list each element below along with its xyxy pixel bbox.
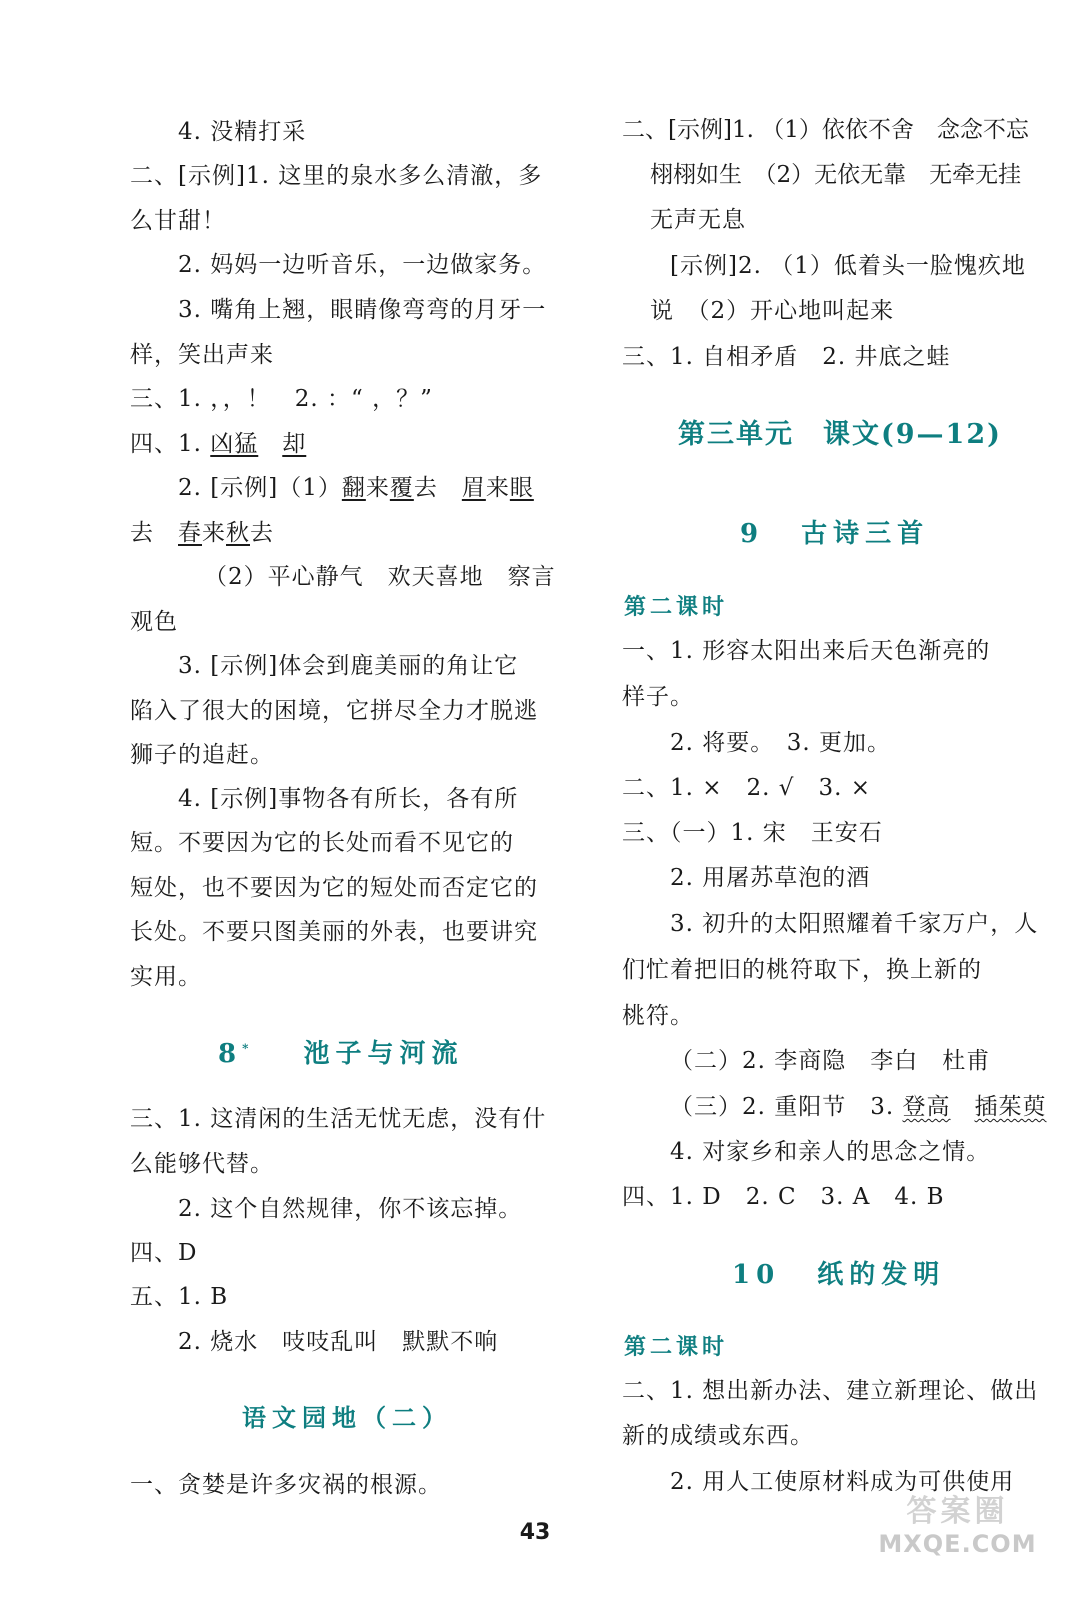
text-line: 二、[示例]1. 这里的泉水多么清澈，多 xyxy=(130,163,543,189)
text-line: 短。不要因为它的长处而看不见它的 xyxy=(130,830,514,856)
text-line: 二、1. × 2. √ 3. × xyxy=(622,775,871,801)
text-line: 四、D xyxy=(130,1240,198,1266)
underlined-char: 眼 xyxy=(509,475,534,501)
text-line: 新的成绩或东西。 xyxy=(622,1423,814,1449)
underlined-char: 眉 xyxy=(461,475,486,501)
page-number: 43 xyxy=(519,1520,551,1545)
text-line: 么能够代替。 xyxy=(130,1151,274,1177)
text-line: 一、1. 形容太阳出来后天色渐亮的 xyxy=(622,638,991,664)
text-line: 样子。 xyxy=(622,684,694,710)
text-line: 3. 初升的太阳照耀着千家万户，人 xyxy=(670,911,1039,937)
lesson-title: 古诗三首 xyxy=(801,519,930,549)
text-line: （2）平心静气 欢天喜地 察言 xyxy=(204,564,556,590)
section-heading: 语文园地（二） xyxy=(242,1403,452,1432)
lesson-heading xyxy=(740,513,929,550)
underlined-char: 翻 xyxy=(341,475,366,501)
wavy-underlined-word: 登高 xyxy=(902,1094,951,1120)
text-line: 2. 这个自然规律，你不该忘掉。 xyxy=(178,1196,523,1222)
lesson-number: 8 xyxy=(218,1039,243,1069)
lesson-period-label: 第二课时 xyxy=(624,1334,729,1360)
text-run: （三）2. 重阳节 3. xyxy=(670,1094,903,1120)
text-run: 来 xyxy=(202,520,226,546)
text-line: 无声无息 xyxy=(650,207,746,233)
text-line: （二）2. 李商隐 李白 杜甫 xyxy=(670,1048,991,1074)
watermark-logo-text: 答案圈 xyxy=(906,1494,1009,1529)
text-line: 一、贪婪是许多灾祸的根源。 xyxy=(130,1472,442,1498)
text-run: 去 xyxy=(130,520,178,546)
text-line xyxy=(670,1092,1047,1122)
text-line: 2. 用人工使原材料成为可供使用 xyxy=(670,1469,1015,1495)
text-line: 三、（一）1. 宋 王安石 xyxy=(622,820,883,846)
text-line: 2. 用屠苏草泡的酒 xyxy=(670,865,871,891)
text-line: 栩栩如生 （2）无依无靠 无牵无挂 xyxy=(650,162,1022,188)
text-run: 去 xyxy=(413,475,462,501)
unit-heading: 第三单元 课文(9—12) xyxy=(678,419,1002,450)
lesson-title: 池子与河流 xyxy=(303,1039,464,1069)
text-line: 样，笑出声来 xyxy=(130,342,274,368)
text-line: 2. 妈妈一边听音乐，一边做家务。 xyxy=(178,252,547,278)
underlined-word: 却 xyxy=(282,431,307,457)
spacer xyxy=(951,1094,975,1120)
text-line: 三、1. 这清闲的生活无忧无虑，没有什 xyxy=(130,1106,547,1132)
text-line: 短处，也不要因为它的短处而否定它的 xyxy=(130,875,538,901)
underlined-word: 凶猛 xyxy=(210,431,259,457)
text-line xyxy=(178,473,534,503)
text-line: 狮子的追赶。 xyxy=(130,742,274,768)
text-line: 实用。 xyxy=(130,964,202,990)
text-run: 来 xyxy=(365,475,390,501)
text-line xyxy=(130,429,306,459)
text-run: 来 xyxy=(485,475,510,501)
wavy-underlined-word: 插茱萸 xyxy=(974,1094,1047,1120)
text-run: 2. [示例]（1） xyxy=(178,475,342,501)
text-line: 三、1. ，，！ 2. ：“ ，？” xyxy=(130,386,433,412)
underlined-char: 春 xyxy=(178,520,202,546)
watermark-url: MXQE.COM xyxy=(878,1530,1037,1558)
underlined-char: 秋 xyxy=(226,520,250,546)
text-line: 4. 对家乡和亲人的思念之情。 xyxy=(670,1139,991,1165)
text-line: 陷入了很大的困境，它拼尽全力才脱逃 xyxy=(130,698,538,724)
text-line: 3. 嘴角上翘，眼睛像弯弯的月牙一 xyxy=(178,297,547,323)
lesson-period-label: 第二课时 xyxy=(624,594,729,620)
text-line: 4. 没精打采 xyxy=(178,119,307,145)
text-line: 五、1. B xyxy=(130,1284,229,1310)
underlined-char: 覆 xyxy=(389,475,414,501)
text-line: 长处。不要只图美丽的外表，也要讲究 xyxy=(130,919,538,945)
text-line: 3. [示例]体会到鹿美丽的角让它 xyxy=(178,653,519,679)
optional-marker: * xyxy=(242,1041,255,1056)
text-line: [示例]2. （1）低着头一脸愧疚地 xyxy=(670,253,1026,279)
text-line: 四、1. D 2. C 3. A 4. B xyxy=(622,1184,945,1210)
text-line: 观色 xyxy=(130,609,178,635)
text-line: 桃符。 xyxy=(622,1003,694,1029)
text-run: 四、1. xyxy=(130,431,211,457)
text-line: 们忙着把旧的桃符取下，换上新的 xyxy=(622,957,982,983)
lesson-number: 9 xyxy=(740,519,765,549)
watermark xyxy=(870,1480,1045,1580)
text-line: 三、1. 自相矛盾 2. 井底之蛙 xyxy=(622,344,951,370)
text-line: 2. 烧水 吱吱乱叫 默默不响 xyxy=(178,1329,499,1355)
text-line xyxy=(130,518,274,548)
text-line: 二、1. 想出新办法、建立新理论、做出 xyxy=(622,1378,1039,1404)
text-run: 去 xyxy=(250,520,274,546)
text-line: 2. 将要。 3. 更加。 xyxy=(670,730,892,756)
text-line: 4. [示例]事物各有所长，各有所 xyxy=(178,786,519,812)
lesson-heading xyxy=(732,1254,945,1291)
lesson-title: 纸的发明 xyxy=(817,1260,946,1290)
lesson-number: 10 xyxy=(732,1260,781,1290)
text-line: 么甘甜！ xyxy=(130,208,226,234)
lesson-heading xyxy=(218,1033,463,1070)
spacer xyxy=(258,431,282,457)
text-line: 二、[示例]1. （1）依依不舍 念念不忘 xyxy=(622,117,1029,143)
text-line: 说 （2）开心地叫起来 xyxy=(650,298,895,324)
